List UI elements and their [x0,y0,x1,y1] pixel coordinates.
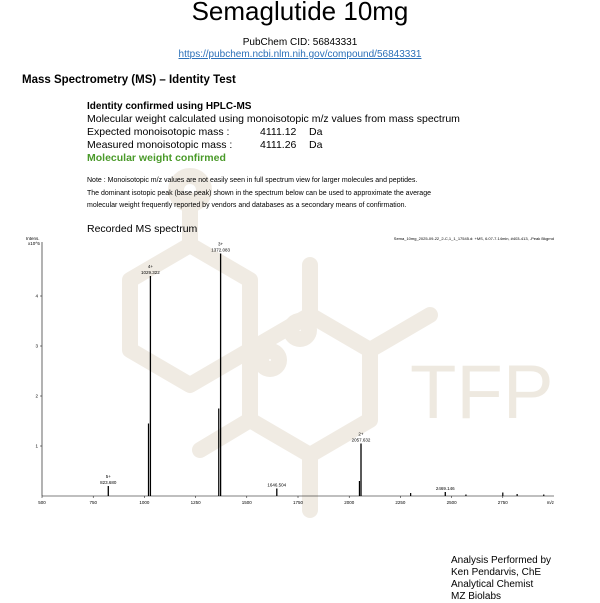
expected-mass-unit: Da [309,126,323,138]
page-title: Semaglutide 10mg [191,0,409,26]
expected-mass-value: 4111.12 [260,126,297,138]
expected-mass-label: Expected monoisotopic mass : [87,126,230,138]
y-tick-label: 3 [35,343,38,349]
svg-text:TFP: TFP [410,350,554,435]
y-tick-label: 4 [35,293,38,299]
y-axis-label: Intens. [26,236,40,241]
note-line: The dominant isotopic peak (base peak) shown in the spectrum below can be used to approximate the average [87,189,431,197]
peak-mz-label: 2057.632 [351,437,371,443]
x-tick-label: 2250 [395,500,406,505]
peak-mz-label: 1372.083 [211,247,230,253]
measured-mass-label: Measured monoisotopic mass : [87,139,233,151]
x-tick-label: 2750 [497,500,508,505]
x-tick-label: 500 [38,500,46,505]
y-tick-label: 2 [35,393,38,399]
note-line: molecular weight frequently reported by vendors and databases as a secondary means of confirmation. [87,202,407,209]
peak-mz-label: 1646.504 [267,482,287,488]
note-line: Note : Monoisotopic m/z values are not easily seen in full spectrum view for larger molecules and peptides. [87,177,418,184]
peak-charge-label: 5+ [105,474,111,479]
x-tick-label: 1750 [292,500,304,505]
x-axis-label: m/z [546,500,554,505]
measured-mass-row [87,139,547,152]
peak-charge-label: 2+ [358,431,364,437]
pubchem-cid: PubChem CID: 56843331 [242,37,358,48]
spectrum-header: Sema_10mg_2025-09-22_2-C,1_1_17545.d: +MS, 6.07-7.14min, #403-413, -Peak Bkgrnd [393,236,554,241]
pubchem-link[interactable]: https://pubchem.ncbi.nlm.nih.gov/compound/56843331 [178,49,422,60]
confirmation-text: Molecular weight confirmed [87,152,226,164]
peak-mz-label: 1029.322 [141,270,160,275]
measured-mass-unit: Da [309,139,323,151]
ms-spectrum-chart [24,230,564,510]
identity-block [87,100,547,165]
expected-mass-row [87,126,547,139]
y-axis-unit: x10^5 [28,241,40,246]
x-tick-label: 2500 [446,500,457,505]
section-title: Mass Spectrometry (MS) – Identity Test [22,74,236,86]
signature-block [451,555,551,603]
note-text [87,175,527,213]
spectrum-title: Recorded MS spectrum [87,223,198,235]
measured-mass-value: 4111.26 [260,139,297,151]
peak-charge-label: 4+ [147,264,153,269]
signature-line: Analysis Performed by [451,555,552,566]
analyst-name: Ken Pendarvis, ChE [451,567,542,578]
identity-description: Molecular weight calculated using monoisotopic m/z values from mass spectrum [87,113,460,125]
analyst-title: Analytical Chemist [451,579,534,590]
y-tick-label: 1 [35,443,38,449]
x-tick-label: 750 [89,500,97,505]
x-tick-label: 1500 [241,500,252,505]
x-tick-label: 1000 [139,500,150,505]
identity-heading: Identity confirmed using HPLC-MS [87,101,252,112]
peak-mz-label: 823.680 [100,480,117,485]
peak-charge-label: 3+ [218,241,224,247]
x-tick-label: 2000 [344,500,355,505]
x-tick-label: 1250 [190,500,201,505]
lab-name: MZ Biolabs [451,591,502,602]
peak-mz-label: 2469.146 [435,486,455,491]
